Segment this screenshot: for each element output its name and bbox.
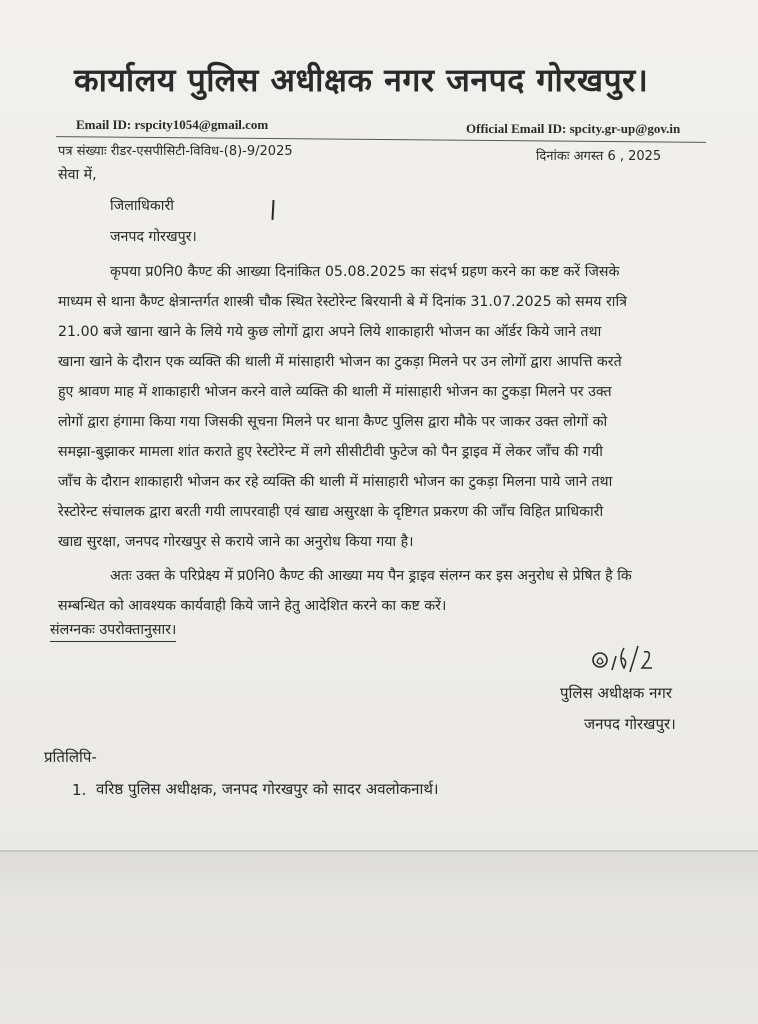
signatory-district: जनपद गोरखपुर। [584, 715, 676, 733]
body-line: माध्यम से थाना कैण्ट क्षेत्रान्तर्गत शास्त्री चौक स्थित रेस्टोरेन्ट बिरयानी बे में दिनांक 31.07.2025 को समय रात्रि [58, 294, 627, 310]
body-line: खाना खाने के दौरान एक व्यक्ति की थाली में मांसाहारी भोजन का टुकड़ा मिलने पर उन लोगों द्वारा आपत्ति करते [58, 354, 622, 370]
body-line: कृपया प्र0नि0 कैण्ट की आख्या दिनांकित 05.08.2025 का संदर्भ ग्रहण करने का कष्ट करें जिसके [110, 264, 620, 280]
copy-item-number: 1. [72, 781, 87, 799]
body-line: खाद्य सुरक्षा, जनपद गोरखपुर से कराये जाने का अनुरोध किया गया है। [58, 534, 414, 550]
page-fold-shadow [0, 850, 758, 1024]
signatory-designation: पुलिस अधीक्षक नगर [560, 684, 673, 702]
email-id: Email ID: rspcity1054@gmail.com [76, 117, 269, 132]
enclosure-note: संलग्नकः उपरोक्तानुसार। [50, 620, 176, 642]
body-line: रेस्टोरेन्ट संचालक द्वारा बरती गयी लापरवाही एवं खाद्य असुरक्षा के दृष्टिगत प्रकरण की जाँच विहित प्राधिकारी [58, 504, 604, 520]
body-line: अतः उक्त के परिप्रेक्ष्य में प्र0नि0 कैण्ट की आख्या मय पैन ड्राइव संलग्न कर इस अनुरोध से प्रेषित है कि [110, 568, 632, 584]
body-line: 21.00 बजे खाना खाने के लिये गये कुछ लोगों द्वारा अपने लिये शाकाहारी भोजन का ऑर्डर किये जाने तथा [58, 324, 602, 340]
recipient-title: जिलाधिकारी [110, 198, 174, 214]
body-line: लोगों द्वारा हंगामा किया गया जिसकी सूचना मिलने पर थाना कैण्ट पुलिस द्वारा मौके पर जाकर उक्त लोगों को [58, 414, 608, 430]
letter-date: दिनांकः अगस्त 6 , 2025 [536, 149, 662, 164]
body-line: सम्बन्धित को आवश्यक कार्यवाही किये जाने हेतु आदेशित करने का कष्ट करें। [58, 598, 447, 614]
copy-heading: प्रतिलिपि- [44, 748, 97, 766]
letterhead-title: कार्यालय पुलिस अधीक्षक नगर जनपद गोरखपुर। [74, 61, 649, 99]
salutation: सेवा में, [58, 167, 97, 183]
body-line: समझा-बुझाकर मामला शांत कराते हुए रेस्टोरेन्ट में लगे सीसीटीवी फुटेज को पैन ड्राइव में लेकर जाँच की गयी [58, 444, 603, 460]
page-fold-line [0, 850, 758, 852]
body-line: हुए श्रावण माह में शाकाहारी भोजन करने वाले व्यक्ति की थाली में मांसाहारी भोजन का टुकड़ा मिलने पर उक्त [58, 384, 612, 400]
recipient-district: जनपद गोरखपुर। [110, 229, 197, 245]
signature-initials-mark [588, 640, 698, 680]
body-line: जाँच के दौरान शाकाहारी भोजन कर रहे व्यक्ति की थाली में मांसाहारी भोजन का टुकड़ा मिलना पाये जाने तथा [58, 474, 613, 490]
letter-number: पत्र संख्याः रीडर-एसपीसिटी-विविध-(8)-9/2025 [58, 144, 293, 159]
copy-item-text: वरिष्ठ पुलिस अधीक्षक, जनपद गोरखपुर को सादर अवलोकनार्थ। [96, 780, 439, 798]
official-email-id: Official Email ID: spcity.gr-up@gov.in [466, 121, 681, 136]
